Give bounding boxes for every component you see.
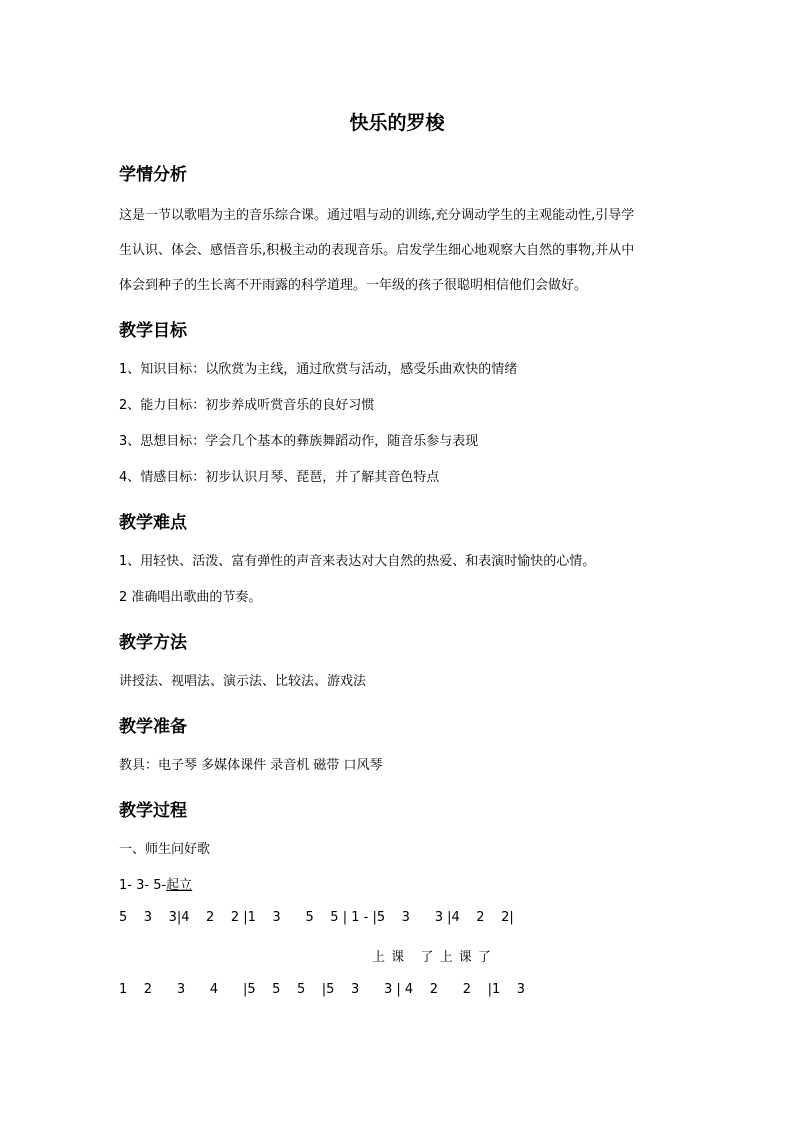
cue-underlined: 起立 [166, 878, 193, 893]
analysis-line-2: 生认识、体会、感悟音乐,积极主动的表现音乐。启发学生细心地观察大自然的事物,并从中 [119, 243, 635, 258]
process-step-1: 一、师生问好歌 [119, 842, 211, 857]
heading-difficulties: 教学难点 [119, 513, 187, 533]
document-title: 快乐的罗梭 [349, 112, 445, 134]
goal-item-1: 1、知识目标：以欣赏为主线，通过欣赏与活动，感受乐曲欢快的情绪 [119, 362, 518, 377]
goal-item-4: 4、情感目标：初步认识月琴、琵琶，并了解其音色特点 [119, 470, 440, 485]
heading-preparation: 教学准备 [119, 717, 187, 737]
preparation-text: 教具：电子琴 多媒体课件 录音机 磁带 口风琴 [119, 758, 383, 773]
lyrics-line-1: 上 课 了 上 课 了 [372, 950, 492, 965]
analysis-line-1: 这是一节以歌唱为主的音乐综合课。通过唱与动的训练,充分调动学生的主观能动性,引导学 [119, 208, 635, 223]
analysis-line-3: 体会到种子的生长离不开雨露的科学道理。一年级的孩子很聪明相信他们会做好。 [119, 278, 588, 293]
difficulty-item-1: 1、用轻快、活泼、富有弹性的声音来表达对大自然的热爱、和表演时愉快的心情。 [119, 554, 596, 569]
notation-line-2: 1 2 3 4 |5 5 5 |5 3 3 | 4 2 2 |1 3 [119, 982, 526, 997]
goal-item-3: 3、思想目标：学会几个基本的彝族舞蹈动作，随音乐参与表现 [119, 434, 479, 449]
heading-methods: 教学方法 [119, 633, 187, 653]
difficulty-item-2: 2 准确唱出歌曲的节奏。 [119, 590, 262, 605]
goal-item-2: 2、能力目标：初步养成听赏音乐的良好习惯 [119, 398, 375, 413]
cue-prefix: 1- 3- 5- [119, 878, 167, 893]
heading-process: 教学过程 [119, 801, 187, 821]
process-step-1-cue [119, 874, 192, 893]
heading-goals: 教学目标 [119, 321, 187, 341]
heading-analysis: 学情分析 [119, 165, 187, 185]
notation-line-1: 5 3 3|4 2 2 |1 3 5 5 | 1 - |5 3 3 |4 2 2| [119, 910, 514, 925]
methods-text: 讲授法、视唱法、演示法、比较法、游戏法 [119, 674, 367, 689]
